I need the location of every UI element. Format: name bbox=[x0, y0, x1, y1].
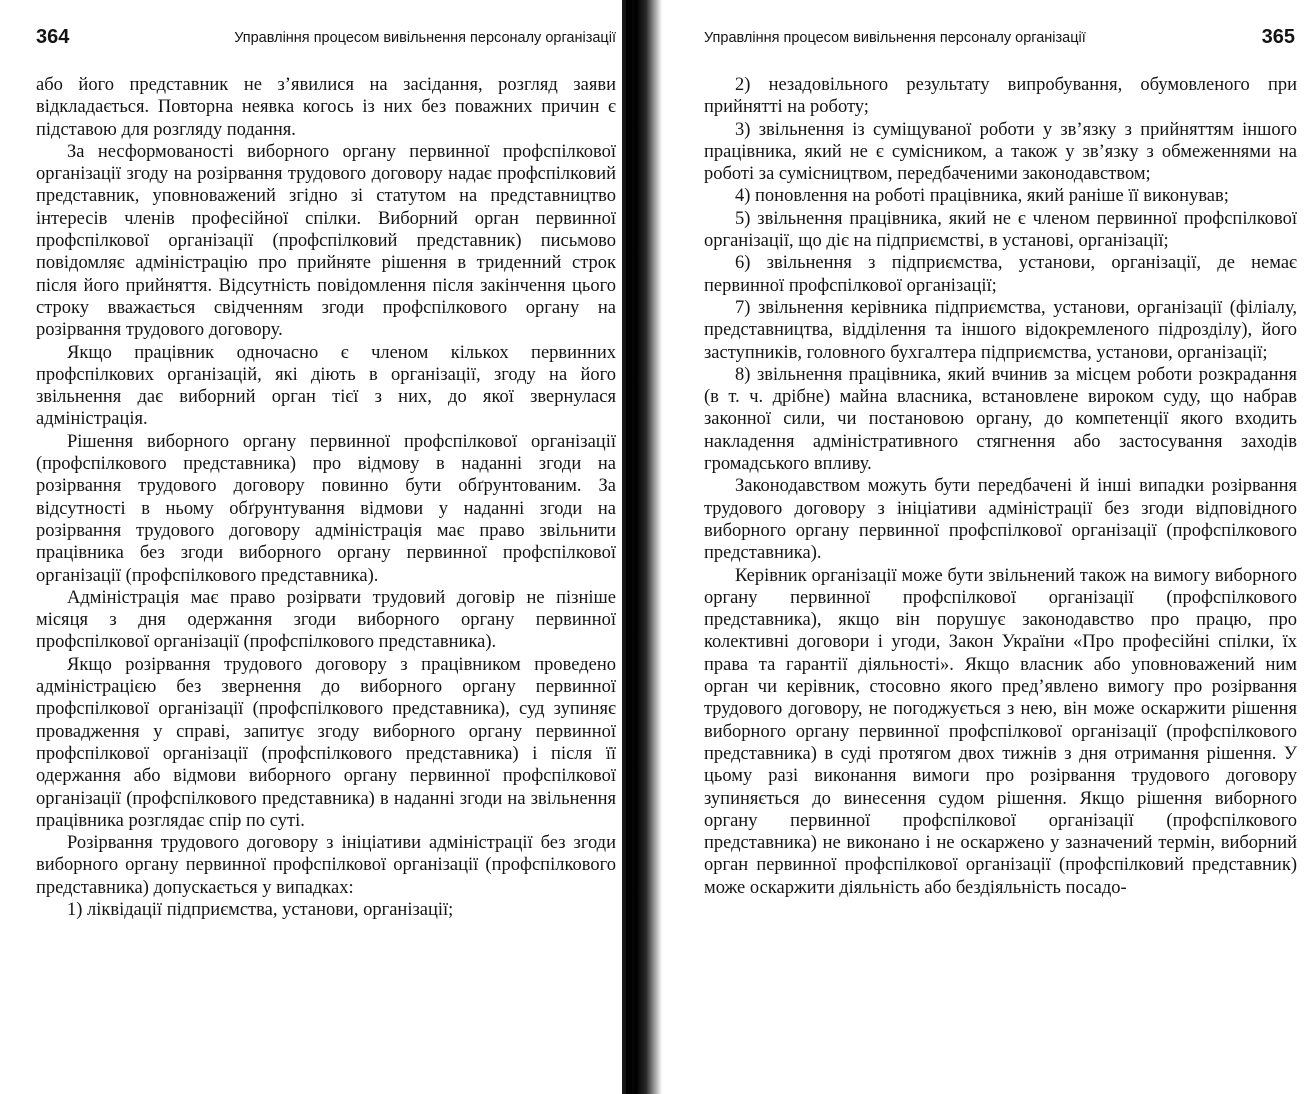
list-item: 8) звільнення працівника, який вчинив за місцем роботи розкрадання (в т. ч. дрібне) майна власника, встановлене вироком суду, що набрав законної сили, чи постановою органу, до компетенції якого входить накладення адміністративного стягнення або застосування заходів громадського впливу. bbox=[704, 364, 1297, 475]
list-item: 5) звільнення працівника, який не є членом первинної профспілкової організації, що діє на підприємстві, в установі, організації; bbox=[704, 208, 1297, 252]
right-page-header bbox=[704, 0, 1297, 64]
left-running-title: Управління процесом вивільнення персоналу організації bbox=[234, 30, 616, 46]
list-item: 2) незадовільного результату випробування, обумовленого при прийнятті на роботу; bbox=[704, 75, 1297, 118]
left-page-number: 364 bbox=[36, 26, 70, 48]
paragraph: Якщо працівник одночасно є членом кількох первинних профспілкових організацій, які діють в організації, згоду на його звільнення дає виборний орган тієї з них, до якої звернулася адміністрація. bbox=[36, 342, 616, 430]
right-running-title: Управління процесом вивільнення персоналу організації bbox=[704, 30, 1086, 46]
left-page bbox=[0, 0, 628, 1094]
paragraph: або його представник не з’явилися на засідання, розгляд заяви відкладається. Повторна неявка когось із них без поважних причин є підставою для розгляду подання. bbox=[36, 75, 616, 140]
right-page-body bbox=[704, 74, 1297, 899]
book-spine-edge bbox=[626, 0, 632, 1094]
right-page-number: 365 bbox=[1261, 26, 1295, 48]
paragraph: Законодавством можуть бути передбачені й інші випадки розірвання трудового договору з ініціативи адміністрації без згоди відповідного виборного органу первинної профспілкової організації (профспілкового представника). bbox=[704, 476, 1297, 564]
list-item: 4) поновлення на роботі працівника, який раніше її виконував; bbox=[735, 186, 1229, 207]
left-page-body bbox=[36, 74, 616, 921]
right-page bbox=[662, 0, 1305, 1094]
list-item: 1) ліквідації підприємства, установи, організації; bbox=[67, 899, 454, 920]
paragraph: Якщо розірвання трудового договору з працівником проведено адміністрацією без звернення до виборного органу первинної профспілкової організації (профспілкового представника), суд зупиняє провадження у справі, запитує згоду виборного органу первинної профспілкової організації (профспілкового представника) і після її одержання або відмови виборного органу первинної профспілкової організації (профспілкового представника) в наданні згоди на звільнення працівника розглядає спір по суті. bbox=[36, 654, 616, 831]
paragraph: За несформованості виборного органу первинної профспілкової організації згоду на розірвання трудового договору надає профспілковий представник, уповноважений згідно зі статутом на представництво інтересів членів професійної спілки. Виборний орган первинної профспілкової організації (профспілковий представник) письмово повідомляє адміністрацію про прийняте рішення в триденний строк після його прийняття. Відсутність повідомлення після закінчення цього строку вважається свідченням згоди профспілкового органу на розірвання трудового договору. bbox=[36, 141, 616, 341]
list-item: 6) звільнення з підприємства, установи, організації, де немає первинної профспілкової організації; bbox=[704, 253, 1297, 296]
paragraph: Розірвання трудового договору з ініціативи адміністрації без згоди виборного органу первинної профспілкової організації (профспілкового представника) допускається у випадках: bbox=[36, 833, 616, 898]
left-page-header bbox=[36, 0, 616, 64]
paragraph: Адміністрація має право розірвати трудовий договір не пізніше місяця з дня одержання згоди виборного органу первинної профспілкової організації (профспілкового представника). bbox=[36, 587, 616, 653]
paragraph: Рішення виборного органу первинної профспілкової організації (профспілкового представника) про відмову в наданні згоди на розірвання трудового договору повинно бути обґрунтованим. За відсутності в ньому обґрунтування відмови у наданні згоди на розірвання трудового договору адміністрація має право звільнити працівника без згоди виборного органу первинної профспілкової організації (профспілкового представника). bbox=[36, 431, 616, 586]
paragraph: Керівник організації може бути звільнений також на вимогу виборного органу первинної профспілкової організації (профспілкового представника), якщо він порушує законодавство про працю, про колективні договори і угоди, Закон України «Про професійні спілки, їх права та гарантії діяльності». Якщо власник або уповноважений ним орган чи керівник, стосовно якого пред’явлено вимогу про розірвання трудового договору, не погоджується з нею, він може оскаржити рішення виборного органу первинної профспілкової організації (профспілкового представника) в суді протягом двох тижнів з дня отримання рішення. У цьому разі виконання вимоги про розірвання трудового договору зупиняється до винесення судом рішення. Якщо рішення виборного органу первинної профспілкової організації (профспілкового представника) не виконано і не оскаржено у зазначений термін, виборний орган первинної профспілкової організації (профспілковий представник) може оскаржити діяльність або бездіяльність посадо- bbox=[704, 565, 1297, 898]
list-item: 7) звільнення керівника підприємства, установи, організації (філіалу, представництва, відділення та іншого відокремленого підрозділу), його заступників, головного бухгалтера підприємства, установи, організації; bbox=[704, 297, 1297, 363]
list-item: 3) звільнення із суміщуваної роботи у зв’язку з прийняттям іншого працівника, який не є сумісником, а також у зв’язку з обмеженнями на роботі за сумісництвом, передбаченими законодавством; bbox=[704, 119, 1297, 185]
